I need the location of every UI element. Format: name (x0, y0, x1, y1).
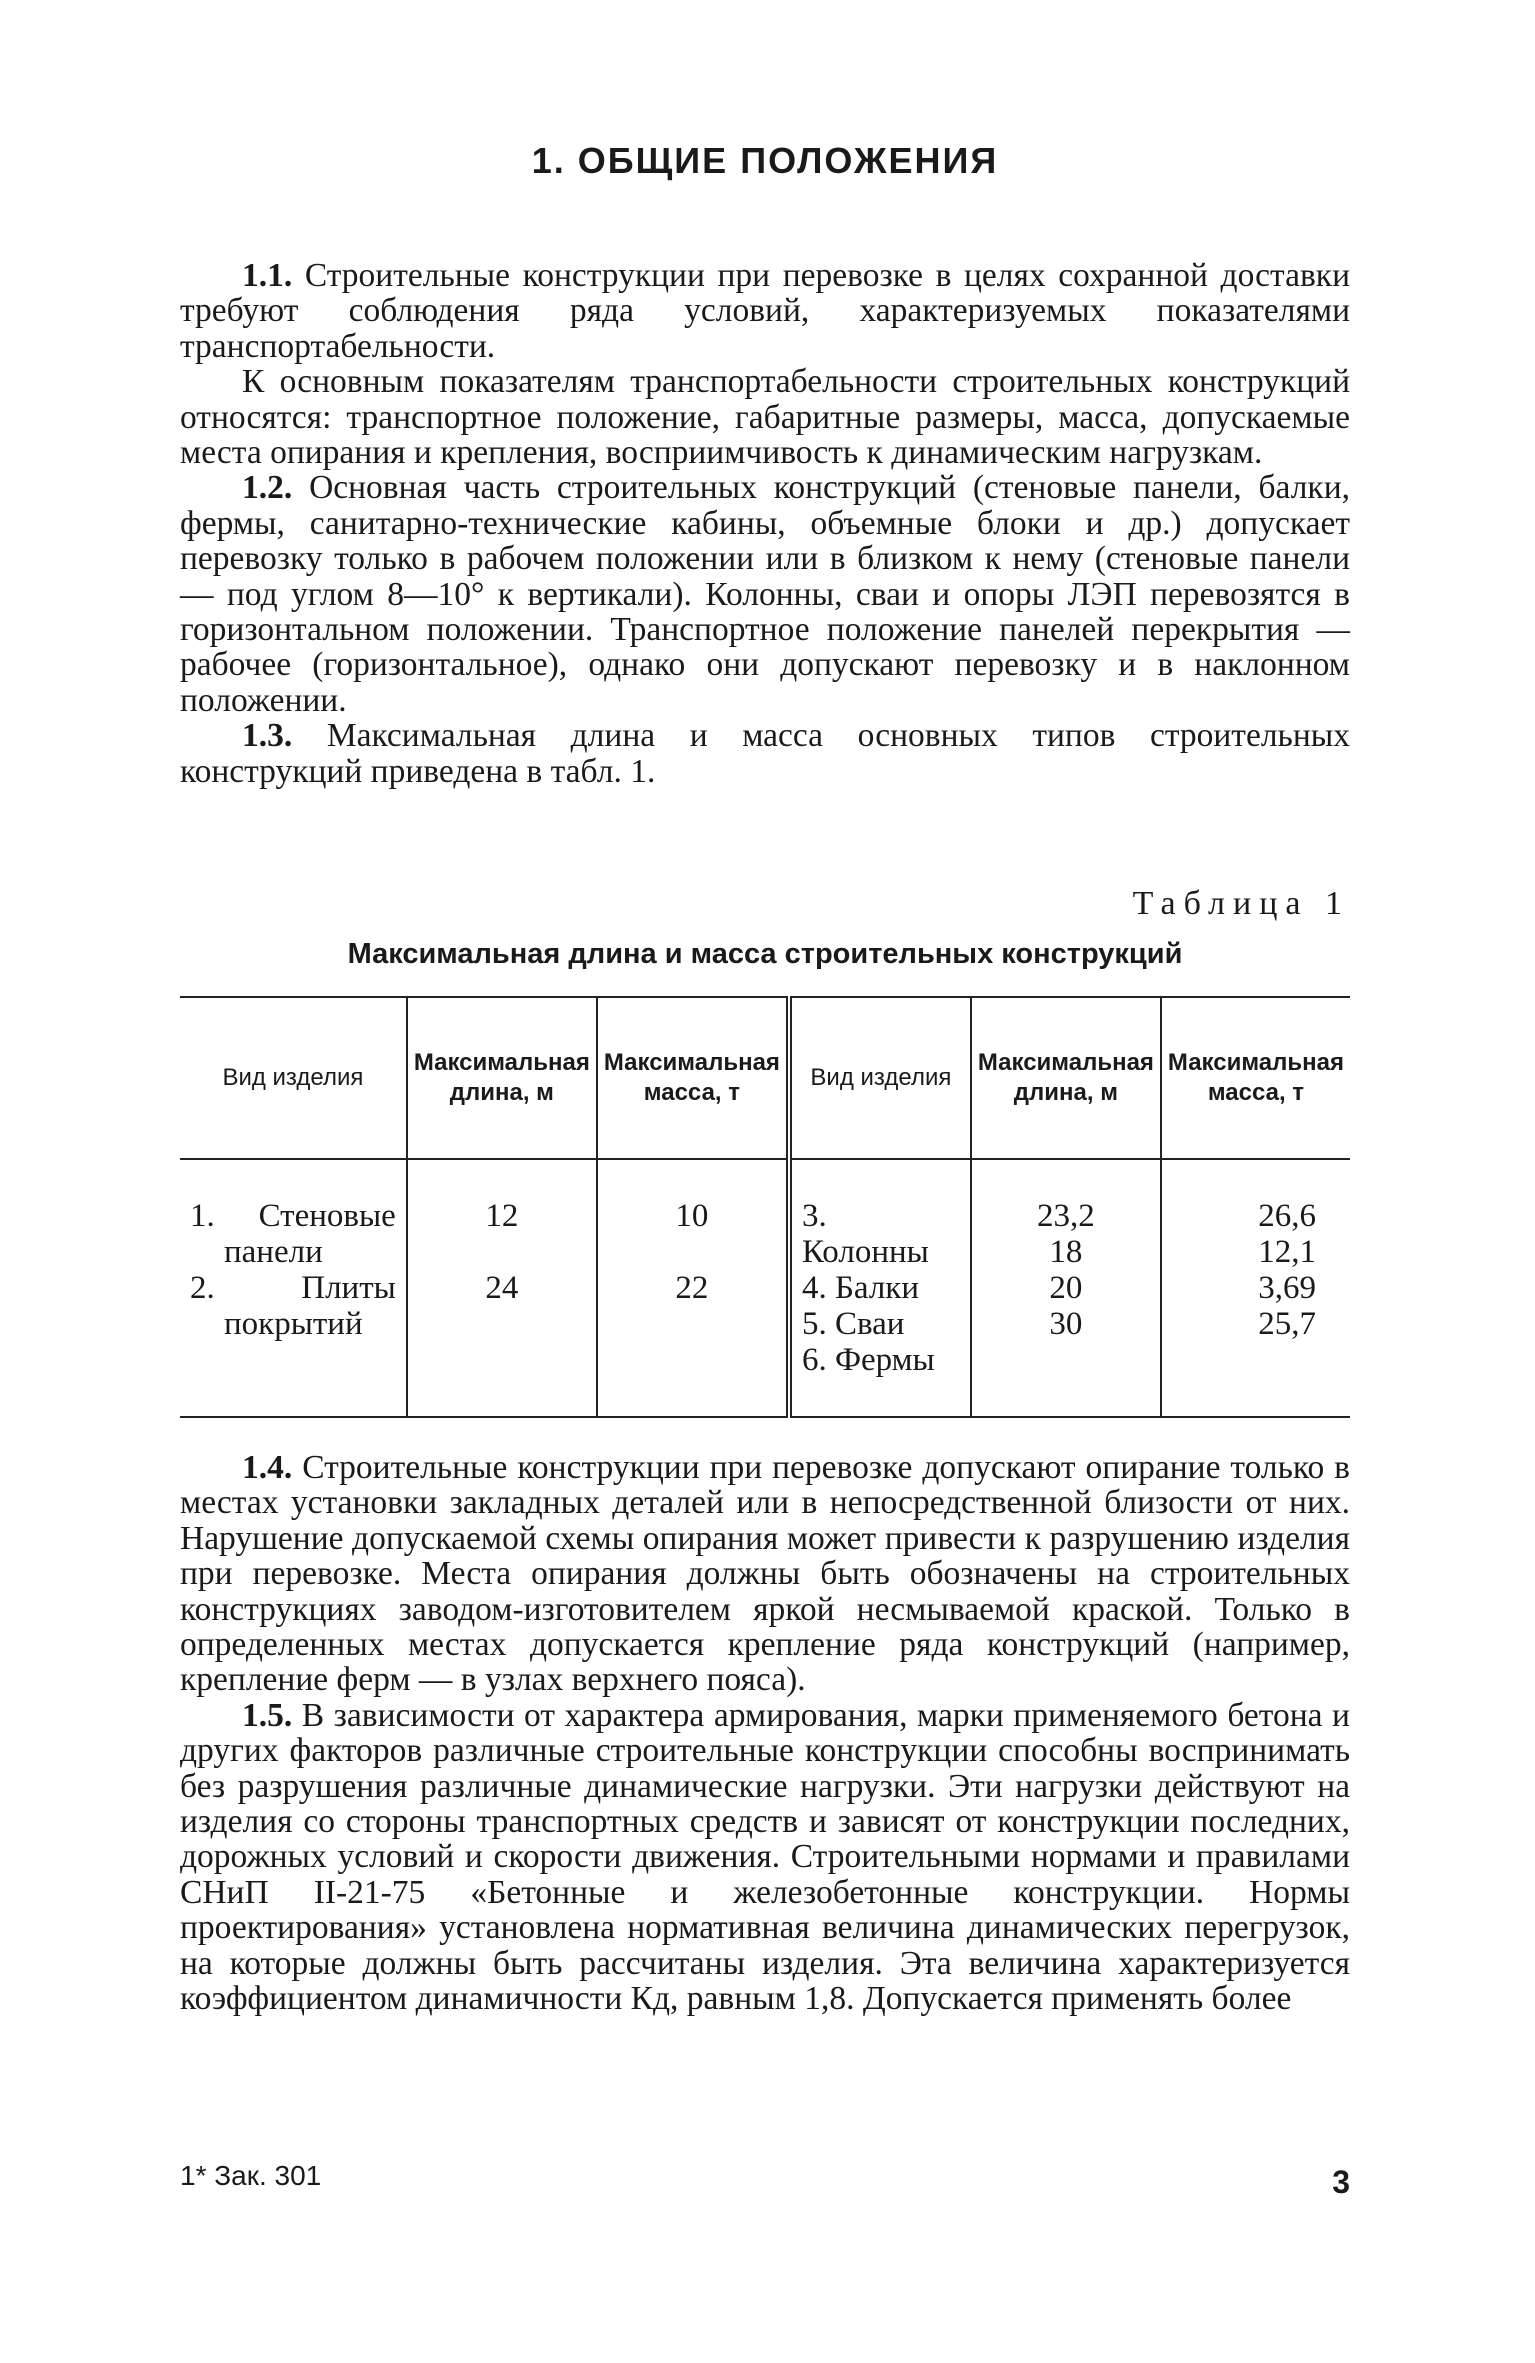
value-length-5: 20 (1049, 1270, 1083, 1306)
header-kind-right: Вид изделия (789, 997, 971, 1159)
right-items-cell (789, 1159, 971, 1417)
intro-text (180, 258, 1350, 789)
item-trusses: 6. Фермы (801, 1342, 935, 1378)
table-label: Таблица 1 (1132, 885, 1350, 922)
left-mass-cell (597, 1159, 789, 1417)
value-mass-6: 25,7 (1258, 1306, 1316, 1342)
item-roof-slabs: 2. Плиты покрытий (190, 1270, 396, 1342)
value-length-6: 30 (1049, 1306, 1083, 1342)
right-mass-cell (1161, 1159, 1350, 1417)
item-columns: 3. Колонны (801, 1198, 929, 1270)
paragraph-1-1-cont: К основным показателям транспортабельности строительных конструкций относятся: транспортное положение, габаритные размеры, масса, допускаемые места опирания и крепления, восприимчивость к динамическим нагрузкам. (180, 363, 1350, 472)
left-items-cell (180, 1159, 407, 1417)
paragraph-1-1: 1.1. Строительные конструкции при перевозке в целях сохранной доставки требуют соблюдения ряда условий, характеризуемых показателями транспортабельности. (180, 257, 1350, 365)
table-row (180, 1159, 1350, 1417)
header-length-left: Максимальная длина, м (407, 997, 597, 1159)
left-length-cell (407, 1159, 597, 1417)
value-mass-1: 10 (675, 1198, 709, 1234)
table-title: Максимальная длина и масса строительных конструкций (347, 938, 1183, 970)
value-mass-2: 22 (675, 1270, 709, 1306)
footer-order-number: 1* Зак. 301 (180, 2160, 322, 2191)
item-piles: 5. Сваи (801, 1306, 905, 1342)
item-wall-panels: 1. Стеновые панели (190, 1198, 396, 1270)
right-length-cell (971, 1159, 1161, 1417)
value-mass-3: 26,6 (1258, 1198, 1316, 1234)
value-mass-4: 12,1 (1258, 1234, 1316, 1270)
data-table (180, 996, 1350, 1418)
item-beams: 4. Балки (801, 1270, 919, 1306)
header-length-right: Максимальная длина, м (971, 997, 1161, 1159)
value-length-4: 18 (1049, 1234, 1083, 1270)
header-mass-right: Максимальная масса, т (1161, 997, 1350, 1159)
value-length-1: 12 (485, 1198, 519, 1234)
page-number: 3 (1332, 2164, 1350, 2200)
paragraph-1-5: 1.5. В зависимости от характера армирования, марки применяемого бетона и других факторов различные строительные конструкции способны воспринимать без разрушения различные динамические нагрузки. Эти нагрузки действуют на изделия со стороны транспортных средств и зависят от конструкции последних, дорожных условий и скорости движения. Строительными нормами и правилами СНиП II-21-75 «Бетонные и железобетонные конструкции. Нормы проектирования» установлена нормативная величина динамических перегрузок, на которые должны быть рассчитаны изделия. Эта величина характеризуется коэффициентом динамичности Кд, равным 1,8. Допускается применять более (180, 1696, 1350, 2018)
body-text (180, 1450, 1350, 2017)
section-title: 1. ОБЩИЕ ПОЛОЖЕНИЯ (531, 140, 999, 181)
table-header-row (180, 997, 1350, 1159)
header-mass-left: Максимальная масса, т (597, 997, 789, 1159)
value-length-3: 23,2 (1037, 1198, 1095, 1234)
paragraph-1-4: 1.4. Строительные конструкции при перевозке допускают опирание только в местах установки закладных деталей или в непосредственной близости от них. Нарушение допускаемой схемы опирания может привести к разрушению изделия при перевозке. Места опирания должны быть обозначены на строительных конструкциях заводом-изготовителем яркой несмываемой краской. Только в определенных местах допускается крепление ряда конструкций (например, крепление ферм — в узлах верхнего пояса). (180, 1449, 1350, 1699)
paragraph-1-3: 1.3. Максимальная длина и масса основных типов строительных конструкций приведена в табл. 1. (180, 717, 1350, 790)
value-mass-5: 3,69 (1258, 1270, 1316, 1306)
header-kind-left: Вид изделия (180, 997, 407, 1159)
value-length-2: 24 (485, 1270, 519, 1306)
paragraph-1-2: 1.2. Основная часть строительных конструкций (стеновые панели, балки, фермы, санитарно-технические кабины, объемные блоки и др.) допускает перевозку только в рабочем положении или в близком к нему (стеновые панели — под углом 8—10° к вертикали). Колонны, сваи и опоры ЛЭП перевозятся в горизонтальном положении. Транспортное положение панелей перекрытия — рабочее (горизонтальное), однако они допускают перевозку и в наклонном положении. (180, 469, 1350, 719)
